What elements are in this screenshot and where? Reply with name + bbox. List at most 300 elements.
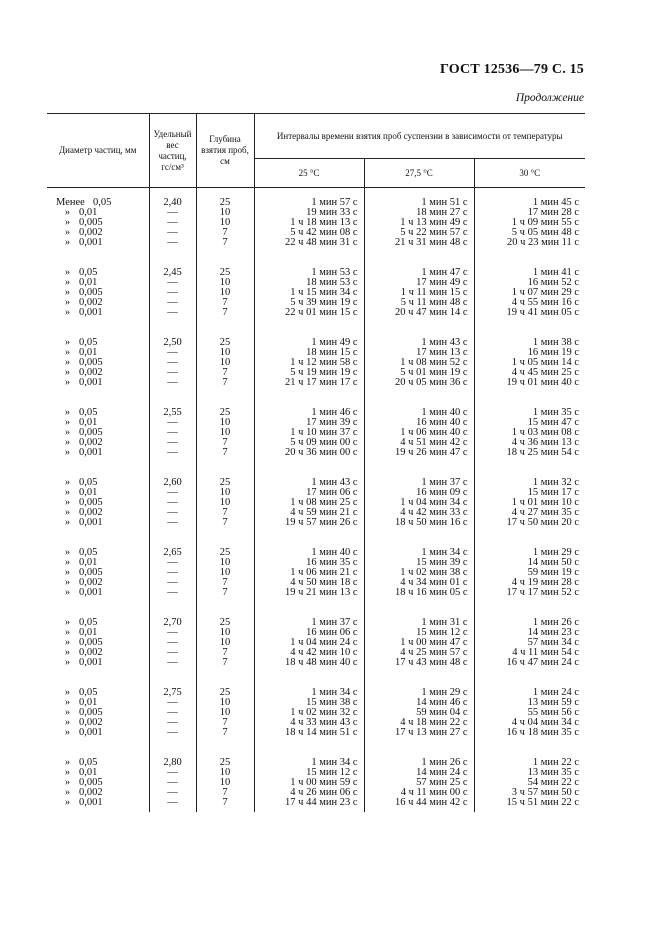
table-row bbox=[47, 188, 585, 209]
diameter-value: 0,01 bbox=[79, 417, 98, 428]
table-row bbox=[47, 588, 585, 598]
cell-time-30: 13 мин 35 с bbox=[474, 768, 585, 778]
cell-time-30: 1 ч 09 мин 55 с bbox=[474, 218, 585, 228]
cell-depth: 25 bbox=[196, 668, 254, 698]
diameter-value: 0,002 bbox=[79, 367, 103, 378]
cell-time-30: 14 мин 50 с bbox=[474, 558, 585, 568]
table-row bbox=[47, 518, 585, 528]
ditto-mark: » bbox=[64, 767, 71, 778]
cell-depth: 25 bbox=[196, 738, 254, 768]
ditto-mark: » bbox=[64, 727, 71, 738]
cell-depth: 10 bbox=[196, 698, 254, 708]
diameter-value: 0,001 bbox=[79, 377, 103, 388]
table-row bbox=[47, 668, 585, 698]
cell-time-25: 15 мин 12 с bbox=[254, 768, 364, 778]
cell-depth: 10 bbox=[196, 218, 254, 228]
cell-time-30: 59 мин 19 с bbox=[474, 568, 585, 578]
cell-time-27-5: 5 ч 11 мин 48 с bbox=[364, 298, 474, 308]
table-row bbox=[47, 728, 585, 738]
cell-time-25: 1 мин 37 с bbox=[254, 598, 364, 628]
cell-time-25: 5 ч 19 мин 19 с bbox=[254, 368, 364, 378]
cell-time-27-5: 15 мин 39 с bbox=[364, 558, 474, 568]
cell-weight-dash: — bbox=[149, 238, 196, 248]
cell-weight: 2,80 bbox=[149, 738, 196, 768]
table-row bbox=[47, 448, 585, 458]
cell-depth: 25 bbox=[196, 598, 254, 628]
cell-weight: 2,70 bbox=[149, 598, 196, 628]
ditto-mark: » bbox=[64, 707, 71, 718]
diameter-value: 0,001 bbox=[79, 517, 103, 528]
cell-time-27-5: 1 мин 40 с bbox=[364, 388, 474, 418]
cell-depth: 7 bbox=[196, 578, 254, 588]
cell-time-30: 4 ч 36 мин 13 с bbox=[474, 438, 585, 448]
cell-time-30: 1 мин 29 с bbox=[474, 528, 585, 558]
cell-depth: 10 bbox=[196, 348, 254, 358]
cell-time-25: 19 ч 21 мин 13 с bbox=[254, 588, 364, 598]
ditto-mark: » bbox=[64, 687, 71, 698]
cell-time-27-5: 1 мин 34 с bbox=[364, 528, 474, 558]
cell-time-25: 17 мин 06 с bbox=[254, 488, 364, 498]
cell-time-27-5: 20 ч 05 мин 36 с bbox=[364, 378, 474, 388]
cell-time-25: 15 мин 38 с bbox=[254, 698, 364, 708]
cell-depth: 7 bbox=[196, 238, 254, 248]
cell-time-25: 17 мин 39 с bbox=[254, 418, 364, 428]
cell-time-30: 4 ч 55 мин 16 с bbox=[474, 298, 585, 308]
cell-depth: 7 bbox=[196, 448, 254, 458]
cell-time-25: 16 мин 06 с bbox=[254, 628, 364, 638]
cell-weight-dash: — bbox=[149, 498, 196, 508]
cell-time-30: 1 мин 26 с bbox=[474, 598, 585, 628]
cell-time-30: 1 мин 45 с bbox=[474, 188, 585, 209]
diameter-value: 0,002 bbox=[79, 227, 103, 238]
cell-depth: 7 bbox=[196, 798, 254, 812]
diameter-value: 0,005 bbox=[79, 637, 103, 648]
cell-weight-dash: — bbox=[149, 788, 196, 798]
cell-depth: 10 bbox=[196, 288, 254, 298]
cell-weight-dash: — bbox=[149, 718, 196, 728]
header-intervals: Интервалы времени взятия проб суспензии в зависимости от температуры bbox=[254, 114, 585, 159]
cell-time-30: 13 мин 59 с bbox=[474, 698, 585, 708]
cell-time-25: 1 ч 18 мин 13 с bbox=[254, 218, 364, 228]
ditto-mark: » bbox=[64, 227, 71, 238]
cell-time-27-5: 1 ч 00 мин 47 с bbox=[364, 638, 474, 648]
header-temp-25: 25 °С bbox=[254, 159, 364, 188]
cell-time-27-5: 1 ч 11 мин 15 с bbox=[364, 288, 474, 298]
cell-depth: 7 bbox=[196, 518, 254, 528]
ditto-mark: » bbox=[64, 477, 71, 488]
cell-depth: 7 bbox=[196, 718, 254, 728]
diameter-value: 0,002 bbox=[79, 717, 103, 728]
cell-weight-dash: — bbox=[149, 208, 196, 218]
cell-diameter bbox=[47, 458, 149, 488]
cell-time-27-5: 4 ч 51 мин 42 с bbox=[364, 438, 474, 448]
header-temp-27-5: 27,5 °С bbox=[364, 159, 474, 188]
diameter-value: 0,05 bbox=[93, 197, 112, 208]
cell-time-27-5: 16 мин 09 с bbox=[364, 488, 474, 498]
cell-time-30: 19 ч 01 мин 40 с bbox=[474, 378, 585, 388]
cell-weight-dash: — bbox=[149, 658, 196, 668]
cell-time-25: 18 ч 14 мин 51 с bbox=[254, 728, 364, 738]
cell-time-30: 17 мин 28 с bbox=[474, 208, 585, 218]
cell-depth: 25 bbox=[196, 458, 254, 488]
cell-time-25: 22 ч 01 мин 15 с bbox=[254, 308, 364, 318]
cell-time-25: 21 ч 17 мин 17 с bbox=[254, 378, 364, 388]
cell-time-25: 1 ч 00 мин 59 с bbox=[254, 778, 364, 788]
cell-time-27-5: 1 ч 04 мин 34 с bbox=[364, 498, 474, 508]
cell-time-27-5: 1 ч 13 мин 49 с bbox=[364, 218, 474, 228]
header-weight: Удельный вес частиц, гс/см³ bbox=[149, 114, 196, 188]
ditto-mark: » bbox=[64, 277, 71, 288]
diameter-value: 0,001 bbox=[79, 237, 103, 248]
table-body bbox=[47, 188, 585, 813]
cell-time-25: 20 ч 36 мин 00 с bbox=[254, 448, 364, 458]
ditto-mark: » bbox=[64, 267, 71, 278]
cell-time-25: 18 ч 48 мин 40 с bbox=[254, 658, 364, 668]
ditto-mark: » bbox=[64, 797, 71, 808]
cell-depth: 7 bbox=[196, 228, 254, 238]
cell-diameter bbox=[47, 248, 149, 278]
cell-diameter bbox=[47, 658, 149, 668]
cell-time-25: 4 ч 50 мин 18 с bbox=[254, 578, 364, 588]
diameter-value: 0,05 bbox=[79, 407, 98, 418]
cell-depth: 10 bbox=[196, 498, 254, 508]
cell-time-30: 1 ч 05 мин 14 с bbox=[474, 358, 585, 368]
cell-time-25: 1 ч 02 мин 32 с bbox=[254, 708, 364, 718]
ditto-mark: » bbox=[64, 757, 71, 768]
cell-weight: 2,75 bbox=[149, 668, 196, 698]
ditto-mark: » bbox=[64, 307, 71, 318]
cell-time-25: 1 мин 43 с bbox=[254, 458, 364, 488]
cell-time-30: 4 ч 11 мин 54 с bbox=[474, 648, 585, 658]
cell-depth: 7 bbox=[196, 368, 254, 378]
diameter-value: 0,005 bbox=[79, 287, 103, 298]
table-row bbox=[47, 248, 585, 278]
cell-diameter bbox=[47, 308, 149, 318]
ditto-mark: » bbox=[64, 627, 71, 638]
ditto-mark: » bbox=[64, 637, 71, 648]
cell-diameter bbox=[47, 598, 149, 628]
diameter-value: 0,005 bbox=[79, 357, 103, 368]
cell-weight-dash: — bbox=[149, 728, 196, 738]
diameter-value: 0,01 bbox=[79, 347, 98, 358]
cell-time-30: 4 ч 19 мин 28 с bbox=[474, 578, 585, 588]
cell-time-27-5: 17 ч 13 мин 27 с bbox=[364, 728, 474, 738]
cell-diameter bbox=[47, 188, 149, 209]
ditto-mark: » bbox=[64, 617, 71, 628]
cell-time-27-5: 1 ч 06 мин 40 с bbox=[364, 428, 474, 438]
cell-time-25: 1 мин 57 с bbox=[254, 188, 364, 209]
sedimentation-table bbox=[47, 113, 585, 812]
cell-weight-dash: — bbox=[149, 378, 196, 388]
cell-weight-dash: — bbox=[149, 308, 196, 318]
ditto-mark: » bbox=[64, 337, 71, 348]
diameter-value: 0,001 bbox=[79, 797, 103, 808]
table-row bbox=[47, 378, 585, 388]
ditto-mark: » bbox=[64, 437, 71, 448]
diameter-value: 0,005 bbox=[79, 217, 103, 228]
cell-time-27-5: 21 ч 31 мин 48 с bbox=[364, 238, 474, 248]
table-row bbox=[47, 798, 585, 812]
cell-time-30: 15 ч 51 мин 22 с bbox=[474, 798, 585, 812]
diameter-value: 0,05 bbox=[79, 617, 98, 628]
cell-time-25: 1 ч 04 мин 24 с bbox=[254, 638, 364, 648]
cell-weight: 2,50 bbox=[149, 318, 196, 348]
cell-depth: 7 bbox=[196, 648, 254, 658]
diameter-value: 0,002 bbox=[79, 647, 103, 658]
diameter-value: 0,05 bbox=[79, 337, 98, 348]
cell-time-25: 19 мин 33 с bbox=[254, 208, 364, 218]
cell-time-30: 4 ч 45 мин 25 с bbox=[474, 368, 585, 378]
cell-time-30: 3 ч 57 мин 50 с bbox=[474, 788, 585, 798]
cell-depth: 10 bbox=[196, 638, 254, 648]
table-row bbox=[47, 318, 585, 348]
cell-weight-dash: — bbox=[149, 508, 196, 518]
cell-weight: 2,60 bbox=[149, 458, 196, 488]
cell-depth: 7 bbox=[196, 658, 254, 668]
cell-depth: 7 bbox=[196, 378, 254, 388]
cell-time-30: 1 мин 22 с bbox=[474, 738, 585, 768]
cell-diameter bbox=[47, 528, 149, 558]
cell-depth: 10 bbox=[196, 558, 254, 568]
ditto-mark: » bbox=[64, 547, 71, 558]
cell-time-30: 1 мин 35 с bbox=[474, 388, 585, 418]
cell-time-25: 1 мин 49 с bbox=[254, 318, 364, 348]
cell-time-30: 16 ч 18 мин 35 с bbox=[474, 728, 585, 738]
cell-depth: 10 bbox=[196, 568, 254, 578]
cell-time-27-5: 4 ч 18 мин 22 с bbox=[364, 718, 474, 728]
cell-depth: 10 bbox=[196, 768, 254, 778]
cell-weight-dash: — bbox=[149, 628, 196, 638]
cell-time-30: 4 ч 27 мин 35 с bbox=[474, 508, 585, 518]
cell-weight-dash: — bbox=[149, 558, 196, 568]
cell-time-25: 5 ч 42 мин 08 с bbox=[254, 228, 364, 238]
cell-time-30: 4 ч 04 мин 34 с bbox=[474, 718, 585, 728]
cell-weight-dash: — bbox=[149, 218, 196, 228]
cell-time-27-5: 57 мин 25 с bbox=[364, 778, 474, 788]
cell-weight-dash: — bbox=[149, 778, 196, 788]
cell-time-27-5: 17 ч 43 мин 48 с bbox=[364, 658, 474, 668]
cell-diameter bbox=[47, 728, 149, 738]
ditto-mark: » bbox=[64, 347, 71, 358]
cell-weight-dash: — bbox=[149, 348, 196, 358]
cell-time-30: 16 мин 52 с bbox=[474, 278, 585, 288]
cell-depth: 10 bbox=[196, 488, 254, 498]
cell-time-25: 1 ч 15 мин 34 с bbox=[254, 288, 364, 298]
cell-time-30: 1 мин 38 с bbox=[474, 318, 585, 348]
diameter-value: 0,01 bbox=[79, 207, 98, 218]
cell-diameter bbox=[47, 518, 149, 528]
cell-weight-dash: — bbox=[149, 358, 196, 368]
cell-time-27-5: 1 мин 47 с bbox=[364, 248, 474, 278]
cell-weight-dash: — bbox=[149, 588, 196, 598]
cell-weight-dash: — bbox=[149, 428, 196, 438]
cell-time-27-5: 19 ч 26 мин 47 с bbox=[364, 448, 474, 458]
cell-weight-dash: — bbox=[149, 278, 196, 288]
diameter-value: 0,05 bbox=[79, 267, 98, 278]
cell-weight-dash: — bbox=[149, 798, 196, 812]
diameter-value: 0,01 bbox=[79, 487, 98, 498]
diameter-value: 0,005 bbox=[79, 707, 103, 718]
cell-time-27-5: 1 ч 02 мин 38 с bbox=[364, 568, 474, 578]
cell-depth: 7 bbox=[196, 438, 254, 448]
table-row bbox=[47, 238, 585, 248]
diameter-value: 0,01 bbox=[79, 697, 98, 708]
header-temp-30: 30 °С bbox=[474, 159, 585, 188]
ditto-mark: » bbox=[64, 417, 71, 428]
cell-time-27-5: 59 мин 04 с bbox=[364, 708, 474, 718]
diameter-value: 0,002 bbox=[79, 297, 103, 308]
cell-depth: 10 bbox=[196, 628, 254, 638]
cell-time-27-5: 1 мин 31 с bbox=[364, 598, 474, 628]
cell-time-25: 17 ч 44 мин 23 с bbox=[254, 798, 364, 812]
diameter-value: 0,01 bbox=[79, 277, 98, 288]
ditto-mark: » bbox=[64, 557, 71, 568]
diameter-value: 0,05 bbox=[79, 547, 98, 558]
ditto-mark: » bbox=[64, 357, 71, 368]
cell-time-27-5: 18 ч 16 мин 05 с bbox=[364, 588, 474, 598]
cell-depth: 10 bbox=[196, 708, 254, 718]
cell-time-27-5: 1 мин 51 с bbox=[364, 188, 474, 209]
cell-weight-dash: — bbox=[149, 698, 196, 708]
cell-depth: 7 bbox=[196, 788, 254, 798]
cell-time-30: 15 мин 17 с bbox=[474, 488, 585, 498]
cell-time-27-5: 16 мин 40 с bbox=[364, 418, 474, 428]
cell-time-30: 55 мин 56 с bbox=[474, 708, 585, 718]
cell-time-25: 1 ч 06 мин 21 с bbox=[254, 568, 364, 578]
cell-time-30: 1 ч 01 мин 10 с bbox=[474, 498, 585, 508]
cell-time-27-5: 1 мин 29 с bbox=[364, 668, 474, 698]
cell-weight-dash: — bbox=[149, 368, 196, 378]
cell-time-27-5: 14 мин 24 с bbox=[364, 768, 474, 778]
cell-time-30: 18 ч 25 мин 54 с bbox=[474, 448, 585, 458]
cell-time-27-5: 18 мин 27 с bbox=[364, 208, 474, 218]
diameter-value: 0,001 bbox=[79, 727, 103, 738]
cell-diameter bbox=[47, 238, 149, 248]
ditto-mark: » bbox=[64, 297, 71, 308]
cell-depth: 25 bbox=[196, 528, 254, 558]
cell-time-30: 5 ч 05 мин 48 с bbox=[474, 228, 585, 238]
ditto-mark: » bbox=[64, 497, 71, 508]
ditto-mark: » bbox=[64, 787, 71, 798]
cell-time-27-5: 1 мин 26 с bbox=[364, 738, 474, 768]
ditto-mark: » bbox=[64, 287, 71, 298]
cell-depth: 25 bbox=[196, 388, 254, 418]
table-row bbox=[47, 658, 585, 668]
table-header bbox=[47, 114, 585, 188]
cell-time-25: 18 мин 15 с bbox=[254, 348, 364, 358]
table-row bbox=[47, 598, 585, 628]
cell-time-30: 57 мин 34 с bbox=[474, 638, 585, 648]
cell-diameter bbox=[47, 588, 149, 598]
cell-time-27-5: 17 мин 13 с bbox=[364, 348, 474, 358]
cell-depth: 7 bbox=[196, 298, 254, 308]
ditto-mark: » bbox=[64, 367, 71, 378]
ditto-mark: » bbox=[64, 377, 71, 388]
cell-time-25: 4 ч 26 мин 06 с bbox=[254, 788, 364, 798]
cell-weight: 2,45 bbox=[149, 248, 196, 278]
cell-depth: 10 bbox=[196, 778, 254, 788]
cell-weight-dash: — bbox=[149, 648, 196, 658]
cell-time-30: 1 мин 41 с bbox=[474, 248, 585, 278]
cell-time-25: 1 мин 46 с bbox=[254, 388, 364, 418]
cell-weight-dash: — bbox=[149, 768, 196, 778]
ditto-mark: » bbox=[64, 567, 71, 578]
cell-time-30: 19 ч 41 мин 05 с bbox=[474, 308, 585, 318]
cell-depth: 25 bbox=[196, 248, 254, 278]
cell-time-25: 1 ч 08 мин 25 с bbox=[254, 498, 364, 508]
cell-weight-dash: — bbox=[149, 568, 196, 578]
ditto-mark: » bbox=[64, 657, 71, 668]
cell-depth: 10 bbox=[196, 418, 254, 428]
diameter-value: 0,002 bbox=[79, 437, 103, 448]
diameter-value: 0,01 bbox=[79, 557, 98, 568]
cell-time-30: 17 ч 17 мин 52 с bbox=[474, 588, 585, 598]
diameter-value: 0,05 bbox=[79, 477, 98, 488]
diameter-value: 0,005 bbox=[79, 497, 103, 508]
cell-time-27-5: 16 ч 44 мин 42 с bbox=[364, 798, 474, 812]
cell-diameter bbox=[47, 388, 149, 418]
cell-diameter bbox=[47, 448, 149, 458]
cell-weight-dash: — bbox=[149, 488, 196, 498]
cell-time-25: 4 ч 59 мин 21 с bbox=[254, 508, 364, 518]
ditto-mark: » bbox=[64, 577, 71, 588]
cell-depth: 7 bbox=[196, 728, 254, 738]
diameter-value: 0,01 bbox=[79, 767, 98, 778]
cell-time-30: 1 ч 07 мин 29 с bbox=[474, 288, 585, 298]
table-row bbox=[47, 388, 585, 418]
cell-time-25: 16 мин 35 с bbox=[254, 558, 364, 568]
cell-weight-dash: — bbox=[149, 638, 196, 648]
diameter-value: 0,002 bbox=[79, 507, 103, 518]
cell-weight-dash: — bbox=[149, 518, 196, 528]
cell-weight: 2,40 bbox=[149, 188, 196, 209]
cell-time-30: 54 мин 22 с bbox=[474, 778, 585, 788]
less-than-label: Менее bbox=[56, 197, 85, 208]
cell-time-27-5: 1 мин 37 с bbox=[364, 458, 474, 488]
cell-time-27-5: 4 ч 42 мин 33 с bbox=[364, 508, 474, 518]
standard-header: ГОСТ 12536—79 С. 15 bbox=[440, 62, 584, 77]
cell-diameter bbox=[47, 738, 149, 768]
cell-time-27-5: 1 мин 43 с bbox=[364, 318, 474, 348]
continuation-label: Продолжение bbox=[515, 92, 584, 104]
cell-weight: 2,65 bbox=[149, 528, 196, 558]
cell-time-30: 16 ч 47 мин 24 с bbox=[474, 658, 585, 668]
cell-depth: 7 bbox=[196, 508, 254, 518]
header-depth: Глубина взятия проб, см bbox=[196, 114, 254, 188]
cell-time-25: 1 ч 12 мин 58 с bbox=[254, 358, 364, 368]
cell-time-25: 4 ч 42 мин 10 с bbox=[254, 648, 364, 658]
cell-time-25: 4 ч 33 мин 43 с bbox=[254, 718, 364, 728]
ditto-mark: » bbox=[64, 447, 71, 458]
cell-weight: 2,55 bbox=[149, 388, 196, 418]
diameter-value: 0,002 bbox=[79, 577, 103, 588]
header-diameter: Диаметр частиц, мм bbox=[47, 114, 149, 188]
cell-diameter bbox=[47, 378, 149, 388]
cell-time-27-5: 18 ч 50 мин 16 с bbox=[364, 518, 474, 528]
cell-time-30: 1 мин 32 с bbox=[474, 458, 585, 488]
diameter-value: 0,001 bbox=[79, 587, 103, 598]
diameter-value: 0,001 bbox=[79, 657, 103, 668]
cell-time-27-5: 1 ч 08 мин 52 с bbox=[364, 358, 474, 368]
cell-depth: 7 bbox=[196, 308, 254, 318]
diameter-value: 0,005 bbox=[79, 777, 103, 788]
cell-weight-dash: — bbox=[149, 578, 196, 588]
cell-time-25: 5 ч 09 мин 00 с bbox=[254, 438, 364, 448]
cell-time-25: 1 мин 34 с bbox=[254, 738, 364, 768]
cell-weight-dash: — bbox=[149, 228, 196, 238]
ditto-mark: » bbox=[64, 507, 71, 518]
cell-time-25: 1 мин 40 с bbox=[254, 528, 364, 558]
